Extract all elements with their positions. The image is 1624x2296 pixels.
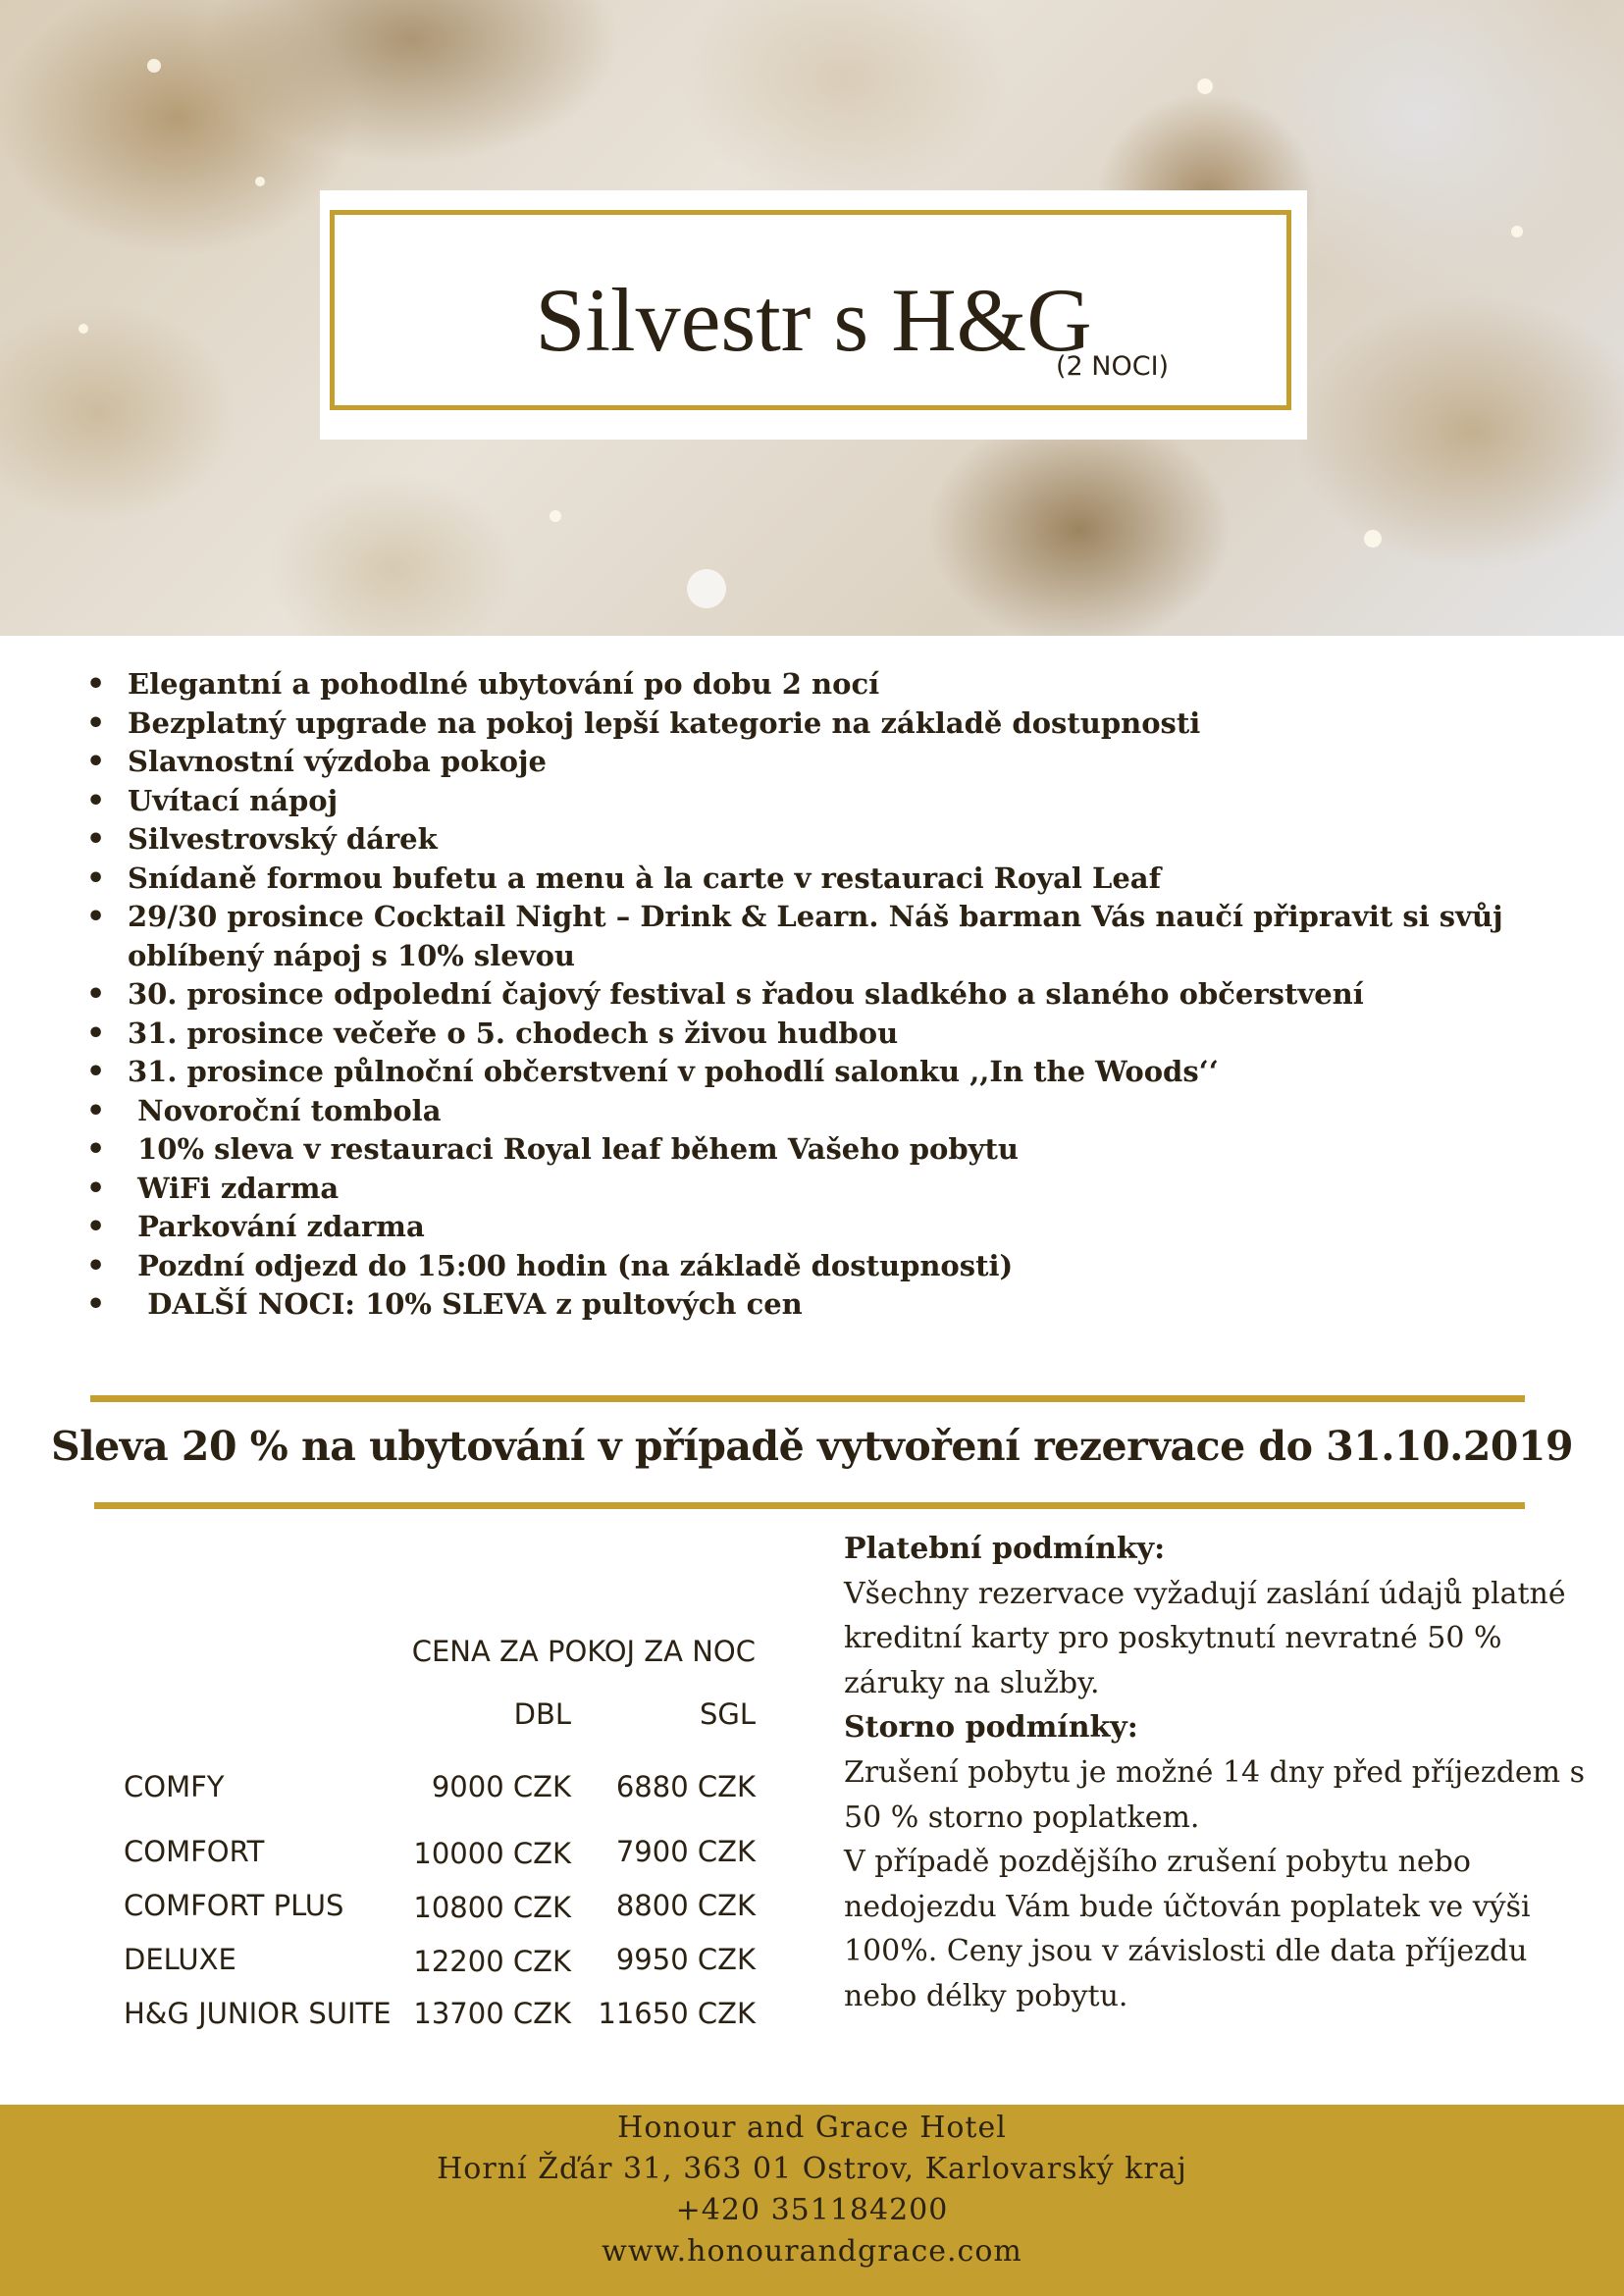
- sparkle: [1197, 78, 1213, 94]
- hero-image: [0, 0, 1624, 636]
- room-name: COMFORT: [124, 1835, 265, 1868]
- list-item: • Novoroční tombola: [86, 1092, 1578, 1131]
- price-sgl: 9950 CZK: [615, 1943, 756, 1976]
- room-name: COMFORT PLUS: [124, 1889, 344, 1922]
- hotel-website-link[interactable]: www.honourandgrace.com: [602, 2234, 1022, 2269]
- title-card: [320, 190, 1307, 440]
- list-item: • Elegantní a pohodlné ubytování po dobu 2 nocí: [86, 665, 1578, 704]
- cancel-text-late: V případě pozdějšího zrušení pobytu nebo nedojezdu Vám bude účtován poplatek ve výši 100%. Ceny jsou v závislosti dle data příjezdu nebo délky pobytu.: [844, 1845, 1531, 2013]
- page-title: Silvestr s H&G: [535, 270, 1092, 370]
- price-heading: CENA ZA POKOJ ZA NOC: [411, 1635, 756, 1668]
- price-dbl: 10000 CZK: [413, 1837, 571, 1870]
- hotel-name: Honour and Grace Hotel: [617, 2111, 1007, 2145]
- sparkle: [1511, 226, 1523, 237]
- list-item: • 10% sleva v restauraci Royal leaf během Vašeho pobytu: [86, 1130, 1578, 1170]
- divider-bottom: [94, 1502, 1525, 1509]
- list-item: • Uvítací nápoj: [86, 782, 1578, 821]
- sparkle: [1364, 530, 1382, 548]
- price-sgl: 7900 CZK: [615, 1835, 756, 1868]
- column-header-sgl: SGL: [699, 1697, 756, 1731]
- list-item: • DALŠÍ NOCI: 10% SLEVA z pultových cen: [86, 1285, 1578, 1325]
- divider-top: [90, 1395, 1525, 1402]
- list-item: • Pozdní odjezd do 15:00 hodin (na základě dostupnosti): [86, 1247, 1578, 1286]
- list-item: • 31. prosince půlnoční občerstvení v pohodlí salonku ,,In the Woods‘‘: [86, 1053, 1578, 1092]
- page-subtitle: (2 NOCI): [1056, 351, 1170, 382]
- cancel-heading: Storno podmínky:: [844, 1710, 1138, 1746]
- room-name: H&G JUNIOR SUITE: [124, 1997, 392, 2030]
- conditions: [844, 1527, 1590, 2019]
- hotel-address: Horní Žďár 31, 363 01 Ostrov, Karlovarský kraj: [437, 2152, 1187, 2186]
- sparkle: [550, 510, 561, 522]
- list-item: • 31. prosince večeře o 5. chodech s živou hudbou: [86, 1015, 1578, 1054]
- hotel-phone[interactable]: +420 351184200: [675, 2193, 949, 2227]
- sparkle: [147, 59, 161, 73]
- list-item: • Bezplatný upgrade na pokoj lepší kategorie na základě dostupnosti: [86, 704, 1578, 744]
- list-item: • 30. prosince odpolední čajový festival s řadou sladkého a slaného občerstvení: [86, 975, 1578, 1015]
- room-name: COMFY: [124, 1770, 225, 1803]
- footer: [0, 2105, 1624, 2296]
- column-header-dbl: DBL: [513, 1697, 571, 1731]
- payment-text: Všechny rezervace vyžadují zaslání údajů platné kreditní karty pro poskytnutí nevratné 50 % záruky na služby.: [844, 1576, 1566, 1700]
- payment-heading: Platební podmínky:: [844, 1532, 1166, 1566]
- price-dbl: 12200 CZK: [413, 1945, 571, 1978]
- list-item: • WiFi zdarma: [86, 1170, 1578, 1209]
- list-item: • Snídaně formou bufetu a menu à la carte v restauraci Royal Leaf: [86, 860, 1578, 899]
- list-item: • Silvestrovský dárek: [86, 820, 1578, 860]
- price-dbl: 10800 CZK: [413, 1891, 571, 1924]
- discount-banner: Sleva 20 % na ubytování v případě vytvoření rezervace do 31.10.2019: [50, 1423, 1573, 1470]
- list-item: • Slavnostní výzdoba pokoje: [86, 743, 1578, 782]
- price-dbl: 13700 CZK: [413, 1997, 571, 2030]
- cancel-text: Zrušení pobytu je možné 14 dny před příjezdem s 50 % storno poplatkem.: [844, 1754, 1586, 1835]
- price-sgl: 11650 CZK: [598, 1997, 756, 2030]
- price-sgl: 8800 CZK: [615, 1889, 756, 1922]
- features-list: [86, 665, 1578, 1325]
- ornament-ball: [687, 569, 726, 608]
- list-item: • Parkování zdarma: [86, 1208, 1578, 1247]
- sparkle: [255, 177, 265, 186]
- sparkle: [79, 324, 88, 334]
- room-name: DELUXE: [124, 1943, 236, 1976]
- price-dbl: 9000 CZK: [431, 1770, 571, 1803]
- list-item: • 29/30 prosince Cocktail Night – Drink & Learn. Náš barman Vás naučí připravit si svůj oblíbený nápoj s 10% slevou: [86, 898, 1578, 975]
- price-sgl: 6880 CZK: [615, 1770, 756, 1803]
